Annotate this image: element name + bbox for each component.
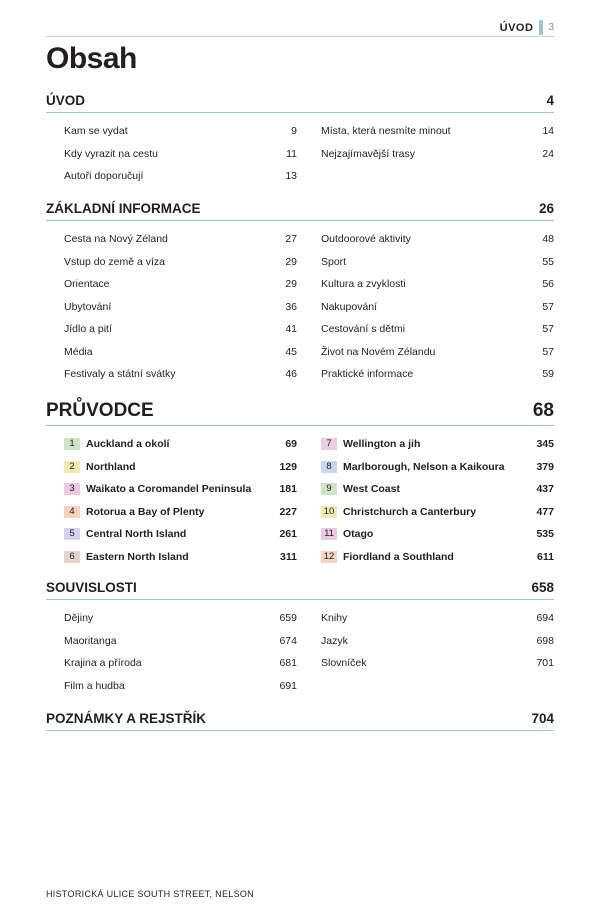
toc-entry-label: Místa, která nesmíte minout — [321, 125, 451, 138]
toc-entry[interactable] — [321, 318, 554, 341]
toc-entry-page: 57 — [542, 300, 554, 313]
toc-column-left — [46, 607, 297, 697]
toc-entry-page: 13 — [285, 170, 297, 183]
chapter-number-badge: 6 — [64, 551, 80, 563]
toc-entry-label: West Coast — [343, 483, 400, 496]
guide-chapter-entry[interactable] — [64, 456, 297, 479]
toc-entry-page: 57 — [542, 345, 554, 358]
toc-entry[interactable] — [321, 273, 554, 296]
toc-column-left — [46, 120, 297, 188]
toc-entry-page: 311 — [280, 550, 297, 563]
toc-entry-label: Kultura a zvyklosti — [321, 278, 406, 291]
toc-entry-page: 659 — [279, 612, 297, 625]
toc-entry-page: 691 — [279, 679, 297, 692]
toc-entry-label: Northland — [86, 460, 136, 473]
toc-entry-page: 56 — [542, 278, 554, 291]
toc-entry-label: Fiordland a Southland — [343, 550, 454, 563]
toc-entry[interactable] — [64, 607, 297, 630]
running-head-title: ÚVOD — [499, 21, 534, 34]
guide-chapter-entry[interactable] — [64, 478, 297, 501]
toc-entry-page: 27 — [285, 233, 297, 246]
toc-entry-page: 9 — [291, 125, 297, 138]
running-head-page: 3 — [548, 22, 554, 33]
section-title: POZNÁMKY A REJSTŘÍK — [46, 711, 207, 726]
guide-chapter-entry[interactable] — [64, 546, 297, 569]
chapter-number-badge: 9 — [321, 483, 337, 495]
toc-entry-label: Eastern North Island — [86, 550, 189, 563]
toc-entry[interactable] — [64, 296, 297, 319]
section-page: 68 — [532, 400, 554, 421]
guide-chapter-entry[interactable] — [64, 501, 297, 524]
toc-entry-page: 674 — [279, 634, 297, 647]
section-page: 26 — [538, 201, 554, 216]
chapter-number-badge: 1 — [64, 438, 80, 450]
toc-entry[interactable] — [64, 675, 297, 698]
toc-entry-page: 45 — [285, 345, 297, 358]
toc-entry-page: 55 — [542, 255, 554, 268]
chapter-number-badge: 3 — [64, 483, 80, 495]
toc-entry-label: Wellington a jih — [343, 438, 421, 451]
chapter-number-badge: 7 — [321, 438, 337, 450]
toc-entry-label: Sport — [321, 255, 347, 268]
toc-entry-label: Kam se vydat — [64, 125, 128, 138]
section-title: SOUVISLOSTI — [46, 580, 137, 595]
toc-entry-label: Dějiny — [64, 612, 94, 625]
toc-entry-page: 694 — [536, 612, 554, 625]
toc-entry-page: 535 — [536, 528, 554, 541]
section-heading[interactable] — [46, 93, 554, 113]
section-title: ZÁKLADNÍ INFORMACE — [46, 201, 201, 216]
toc-entry-label: Ubytování — [64, 300, 112, 313]
toc-entry-label: Central North Island — [86, 528, 187, 541]
toc-entry-label: Knihy — [321, 612, 348, 625]
toc-column-left — [46, 228, 297, 386]
toc-entry-label: Kdy vyrazit na cestu — [64, 147, 158, 160]
running-head — [500, 20, 554, 35]
section-title: ÚVOD — [46, 93, 86, 108]
toc-column-right — [303, 433, 554, 568]
chapter-number-badge: 4 — [64, 506, 80, 518]
header-divider — [46, 36, 554, 37]
toc-entry-label: Jazyk — [321, 634, 348, 647]
toc-entry[interactable] — [64, 228, 297, 251]
toc-entry[interactable] — [321, 296, 554, 319]
toc-entry[interactable] — [321, 652, 554, 675]
toc-entry-page: 379 — [536, 460, 554, 473]
toc-entry[interactable] — [64, 630, 297, 653]
guide-chapter-entry[interactable] — [321, 501, 554, 524]
toc-entry-page: 129 — [279, 460, 297, 473]
section-poznamky-a-rejstrik — [46, 711, 554, 731]
chapter-number-badge: 11 — [321, 528, 337, 540]
toc-entry[interactable] — [64, 363, 297, 386]
section-heading[interactable] — [46, 400, 554, 426]
chapter-number-badge: 5 — [64, 528, 80, 540]
guide-chapter-entry[interactable] — [64, 433, 297, 456]
toc-entry-page: 59 — [542, 368, 554, 381]
section-heading[interactable] — [46, 711, 554, 731]
chapter-number-badge: 10 — [321, 506, 337, 518]
toc-entry-page: 698 — [536, 634, 554, 647]
toc-entry-label: Festivaly a státní svátky — [64, 368, 176, 381]
section-heading[interactable] — [46, 201, 554, 221]
toc-entry-page: 46 — [285, 368, 297, 381]
chapter-number-badge: 12 — [321, 551, 337, 563]
toc-entry-page: 48 — [542, 233, 554, 246]
chapter-number-badge: 8 — [321, 461, 337, 473]
toc-entry-page: 227 — [279, 505, 297, 518]
section-page: 4 — [546, 93, 554, 108]
toc-entry-label: Christchurch a Canterbury — [343, 505, 477, 518]
toc-entry-label: Autoři doporučují — [64, 170, 144, 183]
toc-entry-page: 477 — [536, 505, 554, 518]
toc-entry[interactable] — [64, 143, 297, 166]
toc-entry-page: 681 — [279, 657, 297, 670]
toc-column-right — [303, 120, 554, 188]
toc-entry[interactable] — [64, 652, 297, 675]
toc-entry-label: Waikato a Coromandel Peninsula — [86, 483, 252, 496]
toc-entry[interactable] — [64, 341, 297, 364]
section-zakladni-informace — [46, 201, 554, 386]
toc-entry-label: Cestování s dětmi — [321, 323, 406, 336]
section-title: PRŮVODCE — [46, 400, 154, 421]
toc-entry-label: Život na Novém Zélandu — [321, 345, 436, 358]
toc-entry[interactable] — [64, 120, 297, 143]
toc-entry-label: Outdoorové aktivity — [321, 233, 411, 246]
toc-entry-page: 345 — [536, 438, 554, 451]
section-uvod — [46, 93, 554, 188]
toc-entry-label: Marlborough, Nelson a Kaikoura — [343, 460, 505, 473]
guide-chapter-entry[interactable] — [321, 433, 554, 456]
toc-entry-label: Maoritanga — [64, 634, 117, 647]
toc-entry-page: 36 — [285, 300, 297, 313]
toc-entry-label: Rotorua a Bay of Plenty — [86, 505, 205, 518]
toc-entry[interactable] — [64, 273, 297, 296]
toc-entry-page: 437 — [536, 483, 554, 496]
toc-entry[interactable] — [321, 363, 554, 386]
guide-chapter-entry[interactable] — [321, 456, 554, 479]
toc-entry-label: Vstup do země a víza — [64, 255, 165, 268]
toc-column-right — [303, 228, 554, 386]
toc-entry[interactable] — [321, 251, 554, 274]
guide-chapter-entry[interactable] — [321, 546, 554, 569]
toc-entry-label: Jídlo a pití — [64, 323, 112, 336]
section-souvislosti — [46, 580, 554, 697]
toc-entry-label: Média — [64, 345, 93, 358]
toc-entry-page: 29 — [285, 255, 297, 268]
toc-entry[interactable] — [64, 318, 297, 341]
toc-entry[interactable] — [321, 630, 554, 653]
toc-entry-label: Nejzajímavější trasy — [321, 147, 415, 160]
section-page: 704 — [531, 711, 554, 726]
toc-column-left — [46, 433, 297, 568]
toc-entry[interactable] — [321, 607, 554, 630]
toc-entry-page: 57 — [542, 323, 554, 336]
toc-entry-page: 611 — [537, 550, 554, 563]
toc-entry-label: Praktické informace — [321, 368, 414, 381]
toc-entry-label: Krajina a příroda — [64, 657, 142, 670]
toc-entry[interactable] — [321, 341, 554, 364]
toc-entry-page: 11 — [286, 147, 297, 160]
section-page: 658 — [531, 580, 554, 595]
toc-entry-page: 181 — [279, 483, 297, 496]
section-heading[interactable] — [46, 580, 554, 600]
running-head-bar — [539, 20, 543, 35]
chapter-number-badge: 2 — [64, 461, 80, 473]
toc-entry[interactable] — [64, 165, 297, 188]
page-title: Obsah — [46, 42, 137, 75]
toc-entry[interactable] — [321, 120, 554, 143]
toc-entry-label: Cesta na Nový Zéland — [64, 233, 168, 246]
guide-chapter-entry[interactable] — [321, 523, 554, 546]
toc-entry-page: 69 — [285, 438, 297, 451]
toc-entry-page: 14 — [542, 125, 554, 138]
toc-entry-page: 701 — [536, 657, 554, 670]
section-pruvodce — [46, 400, 554, 568]
toc-column-right — [303, 607, 554, 697]
guide-chapter-entry[interactable] — [321, 478, 554, 501]
guide-chapter-entry[interactable] — [64, 523, 297, 546]
photo-caption: HISTORICKÁ ULICE SOUTH STREET, NELSON — [46, 889, 254, 899]
toc-entry-label: Slovníček — [321, 657, 367, 670]
toc-entry-label: Orientace — [64, 278, 110, 291]
toc-entry-label: Nakupování — [321, 300, 378, 313]
toc-entry[interactable] — [321, 228, 554, 251]
toc-entry-label: Otago — [343, 528, 374, 541]
toc-entry-label: Film a hudba — [64, 679, 125, 692]
toc-entry-page: 41 — [285, 323, 297, 336]
toc-entry-page: 261 — [279, 528, 297, 541]
toc-entry-page: 24 — [542, 147, 554, 160]
toc-entry-page: 29 — [285, 278, 297, 291]
toc-entry-label: Auckland a okolí — [86, 438, 170, 451]
toc-entry[interactable] — [64, 251, 297, 274]
toc-entry[interactable] — [321, 143, 554, 166]
